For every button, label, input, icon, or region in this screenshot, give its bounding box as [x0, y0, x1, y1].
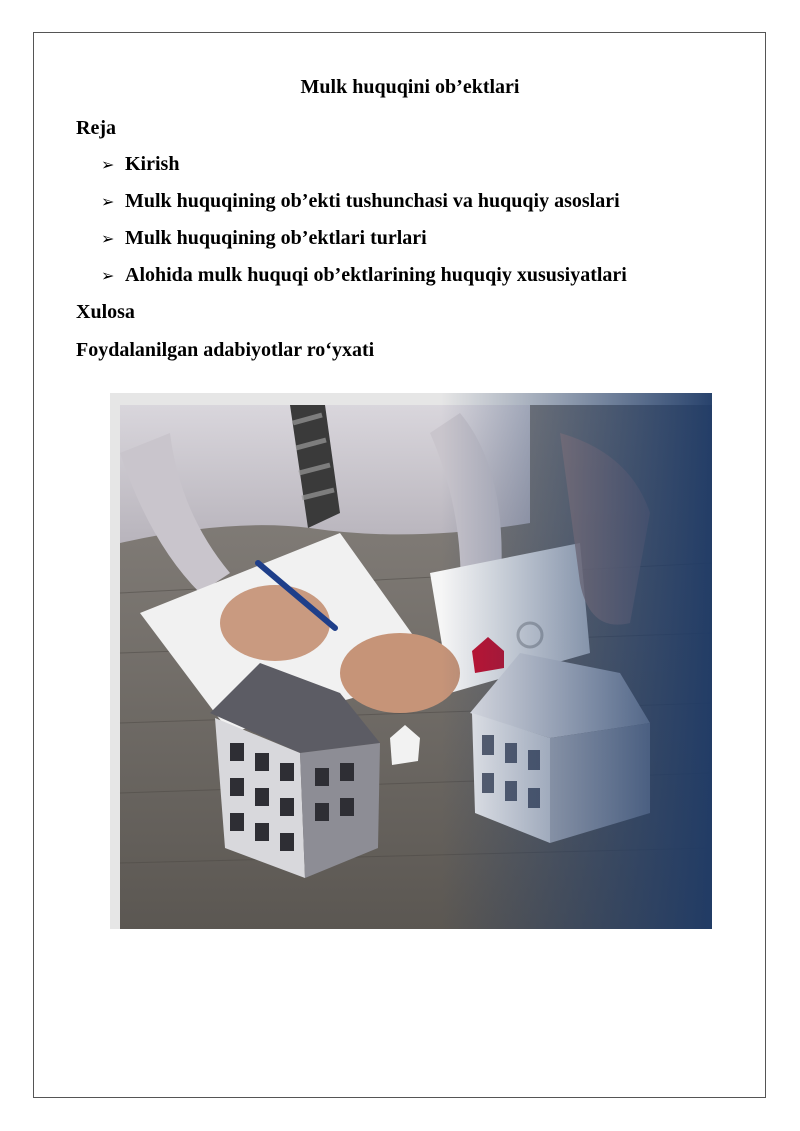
- arrowhead-bullet-icon: ➢: [101, 266, 115, 285]
- property-photo: [110, 393, 712, 929]
- plan-item: [101, 153, 179, 176]
- page-title: Mulk huquqini ob’ektlari: [300, 76, 520, 98]
- arrowhead-bullet-icon: ➢: [101, 229, 115, 248]
- plan-item-label: Mulk huquqining ob’ektlari turlari: [125, 227, 427, 249]
- conclusion-heading: Xulosa: [76, 301, 135, 323]
- plan-item: [101, 264, 627, 287]
- arrowhead-bullet-icon: ➢: [101, 155, 115, 174]
- plan-heading: Reja: [76, 117, 116, 139]
- plan-item-label: Alohida mulk huquqi ob’ektlarining huquqiy xususiyatlari: [125, 264, 627, 286]
- plan-item: [101, 227, 427, 250]
- references-heading: Foydalanilgan adabiyotlar ro‘yxati: [76, 339, 375, 361]
- arrowhead-bullet-icon: ➢: [101, 192, 115, 211]
- plan-item: [101, 190, 620, 213]
- plan-item-label: Mulk huquqining ob’ekti tushunchasi va huquqiy asoslari: [125, 190, 620, 212]
- plan-item-label: Kirish: [125, 153, 180, 175]
